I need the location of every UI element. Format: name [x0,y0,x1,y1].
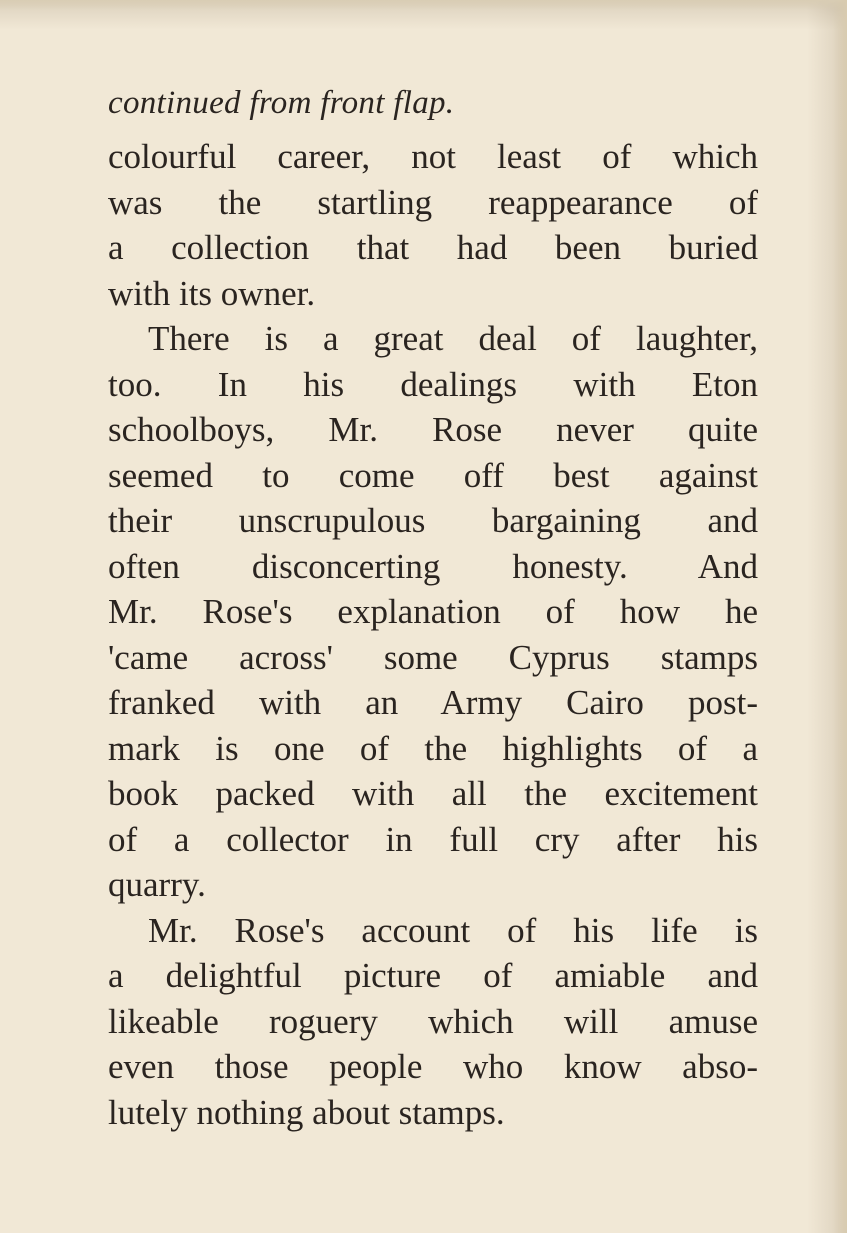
text-line: was the startling reappearance of [108,182,758,222]
paragraph-3 [108,908,758,1136]
flap-text-block [108,82,758,1135]
text-line: of a collector in full cry after his [108,819,758,859]
text-line: colourful career, not least of which [108,137,758,176]
text-line: There is a great deal of laughter, [148,319,758,358]
text-line: a collection that had been buried [108,228,758,267]
text-line: Mr. Rose's account of his life is [148,910,758,950]
text-line: 'came across' some Cyprus stamps [108,637,758,677]
text-line: their unscrupulous bargaining and [108,501,758,540]
text-line: a delightful picture of amiable and [108,956,758,995]
page-right-edge [833,0,847,1233]
paragraph-2 [108,316,758,908]
text-line: often disconcerting honesty. And [108,546,758,586]
text-line: likeable roguery which will amuse [108,1001,758,1041]
text-line: with its owner. [108,273,316,313]
text-line: even those people who know abso- [108,1047,758,1086]
page-top-edge [0,0,847,10]
text-line: book packed with all the excitement [108,774,758,813]
text-line: quarry. [108,865,206,904]
text-line: schoolboys, Mr. Rose never quite [108,410,758,449]
paragraph-1 [108,134,758,316]
text-line: Mr. Rose's explanation of how he [108,592,758,631]
text-line: lutely nothing about stamps. [108,1092,505,1132]
text-line: mark is one of the highlights of a [108,728,758,768]
text-line: seemed to come off best against [108,455,758,495]
text-line: franked with an Army Cairo post- [108,683,758,722]
text-line: too. In his dealings with Eton [108,364,758,404]
continuation-heading: continued from front flap. [108,85,455,121]
